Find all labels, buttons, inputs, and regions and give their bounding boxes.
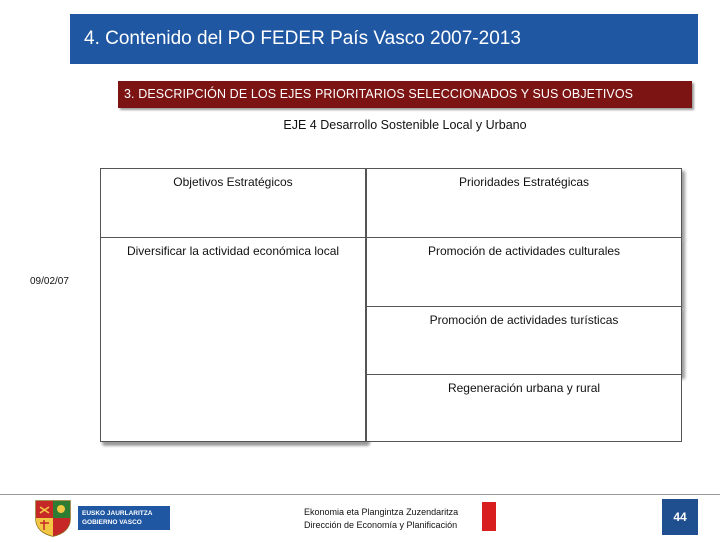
department-name: [304, 506, 458, 532]
objetivo-text: Diversificar la actividad económica local: [126, 244, 340, 258]
section-banner: [118, 81, 692, 108]
prioridad-text: Promoción de actividades culturales: [427, 244, 621, 258]
objetivos-header: Objetivos Estratégicos: [173, 175, 293, 189]
prioridad-cell: [366, 306, 682, 376]
red-accent-bar: [482, 502, 496, 531]
prioridades-header: Prioridades Estratégicas: [458, 175, 590, 189]
department-line-2: Dirección de Economía y Planificación: [304, 520, 458, 530]
coat-of-arms-icon: [30, 497, 76, 537]
slide-title: 4. Contenido del PO FEDER País Vasco 2007-2013: [84, 28, 521, 49]
logo-line-2: GOBIERNO VASCO: [82, 519, 142, 526]
prioridad-cell: [366, 237, 682, 307]
slide-date: 09/02/07: [30, 276, 69, 287]
prioridad-text: Regeneración urbana y rural: [447, 381, 601, 395]
department-line-1: Ekonomia eta Plangintza Zuzendaritza: [304, 507, 459, 517]
page-number: 44: [662, 499, 698, 535]
prioridad-cell: [366, 374, 682, 442]
prioridad-text: Promoción de actividades turísticas: [429, 313, 619, 327]
slide-title-bar: [70, 14, 698, 64]
prioridades-header-cell: [366, 168, 682, 238]
gobierno-vasco-logo: [30, 497, 170, 537]
logo-line-1: EUSKO JAURLARITZA: [82, 510, 153, 517]
footer-divider: [0, 494, 720, 495]
eje-title: EJE 4 Desarrollo Sostenible Local y Urbano: [283, 118, 527, 132]
logo-wordmark: [78, 506, 170, 530]
objetivos-header-cell: [100, 168, 366, 238]
objetivo-cell: [100, 237, 366, 442]
section-title: 3. DESCRIPCIÓN DE LOS EJES PRIORITARIOS SELECCIONADOS Y SUS OBJETIVOS: [124, 87, 634, 101]
